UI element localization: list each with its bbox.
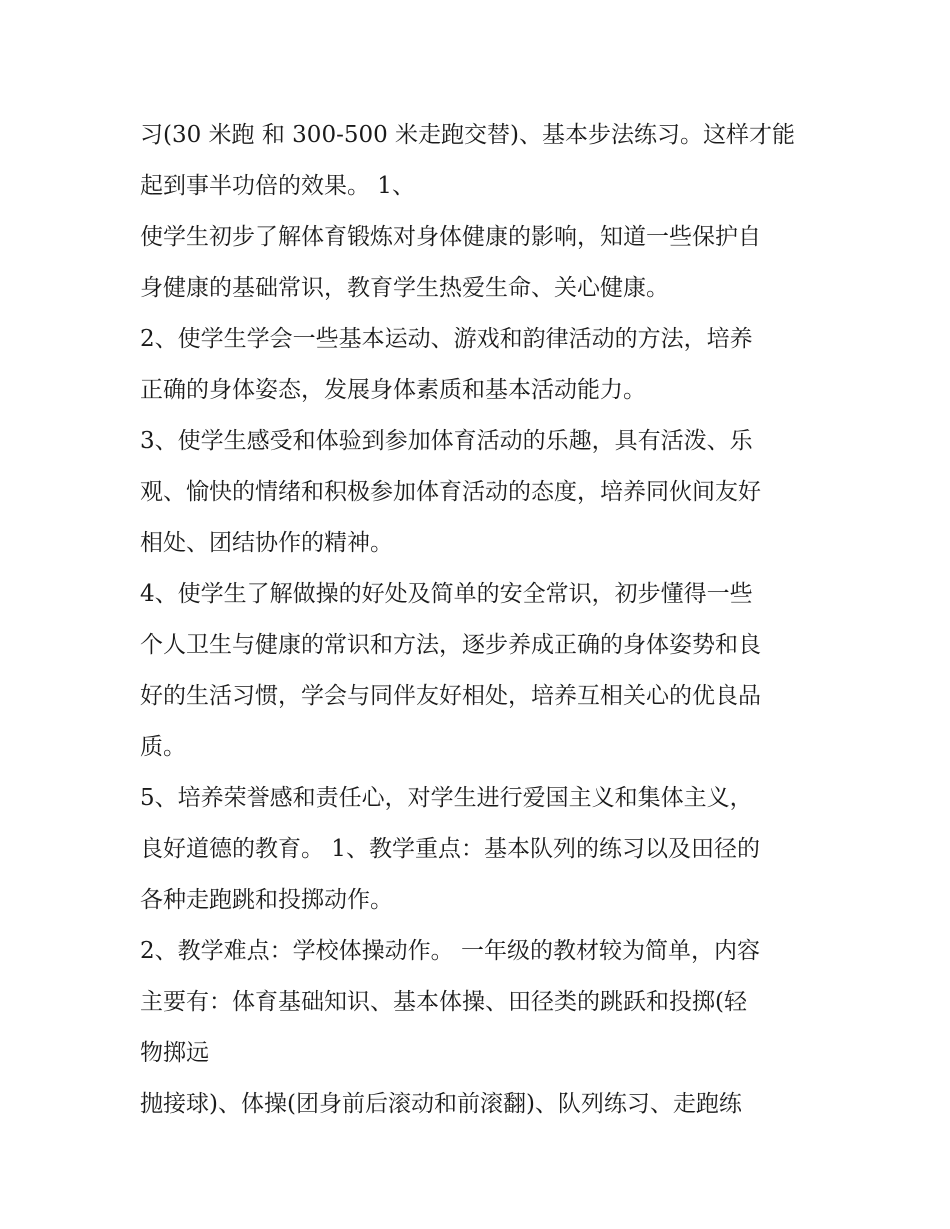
text-line: 抛接球)、体操(团身前后滚动和前滚翻)、队列练习、走跑练 (140, 1091, 742, 1117)
text-line: 良好道德的教育。 1、教学重点：基本队列的练习以及田径的 (140, 836, 760, 862)
text-line: 身健康的基础常识，教育学生热爱生命、关心健康。 (140, 275, 669, 301)
text-line: 相处、团结协作的精神。 (140, 530, 393, 556)
body-text (140, 110, 830, 1130)
text-line: 物掷远 (140, 1040, 209, 1066)
text-line: 2、教学难点：学校体操动作。 一年级的教材较为简单，内容 (140, 938, 760, 964)
text-line: 2、使学生学会一些基本运动、游戏和韵律活动的方法，培养 (140, 326, 753, 352)
text-line: 好的生活习惯，学会与同伴友好相处，培养互相关心的优良品 (140, 683, 761, 709)
text-line: 正确的身体姿态，发展身体素质和基本活动能力。 (140, 377, 646, 403)
text-line: 主要有：体育基础知识、基本体操、田径类的跳跃和投掷(轻 (140, 989, 747, 1015)
text-line: 4、使学生了解做操的好处及简单的安全常识，初步懂得一些 (140, 581, 753, 607)
text-line: 起到事半功倍的效果。 1、 (140, 173, 415, 199)
text-line: 质。 (140, 734, 186, 760)
text-line: 习(30 米跑 和 300-500 米走跑交替)、基本步法练习。这样才能 (140, 122, 796, 148)
text-line: 3、使学生感受和体验到参加体育活动的乐趣，具有活泼、乐 (140, 428, 753, 454)
text-line: 5、培养荣誉感和责任心，对学生进行爱国主义和集体主义， (140, 785, 753, 811)
text-line: 观、愉快的情绪和积极参加体育活动的态度，培养同伙间友好 (140, 479, 761, 505)
text-line: 各种走跑跳和投掷动作。 (140, 887, 393, 913)
text-line: 使学生初步了解体育锻炼对身体健康的影响，知道一些保护自 (140, 224, 761, 250)
text-line: 个人卫生与健康的常识和方法，逐步养成正确的身体姿势和良 (140, 632, 761, 658)
